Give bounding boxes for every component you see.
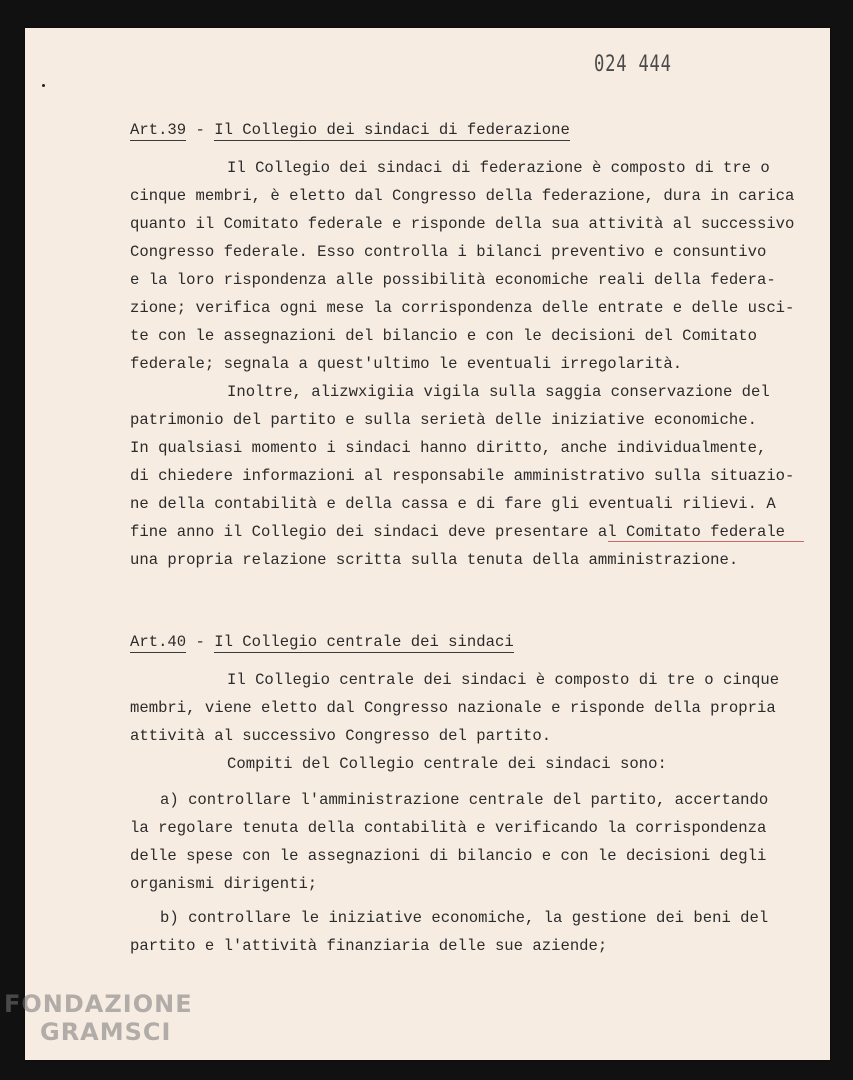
fondazione-gramsci-logo [4, 990, 193, 1046]
art39-line: zione; verifica ogni mese la corrispondenza delle entrate e delle usci- [130, 299, 795, 317]
art40-line: Il Collegio centrale dei sindaci è composto di tre o cinque [227, 671, 780, 689]
art40-line: organismi dirigenti; [130, 875, 318, 893]
archive-number-stamp: 024 444 [594, 52, 672, 77]
art40-item-line: b) controllare le iniziative economiche, la gestione dei beni del [160, 909, 769, 927]
art40-line: attività al successivo Congresso del partito. [130, 727, 552, 745]
art39-line: cinque membri, è eletto dal Congresso della federazione, dura in carica [130, 187, 795, 205]
art40-title: Il Collegio centrale dei sindaci [214, 633, 514, 651]
art40-line: Compiti del Collegio centrale dei sindaci sono: [227, 755, 667, 773]
art39-line: Il Collegio dei sindaci di federazione è composto di tre o [227, 159, 770, 177]
art39-line: In qualsiasi momento i sindaci hanno diritto, anche individualmente, [130, 439, 767, 457]
art39-title: Il Collegio dei sindaci di federazione [214, 121, 570, 139]
art40-dash: - [186, 633, 215, 651]
art40-line: delle spese con le assegnazioni di bilancio e con le decisioni degli [130, 847, 767, 865]
art40-line: la regolare tenuta della contabilità e verificando la corrispondenza [130, 819, 767, 837]
art39-line: Congresso federale. Esso controlla i bilanci preventivo e consuntivo [130, 243, 767, 261]
art39-line: Inoltre, alizwxigiia vigila sulla saggia conservazione del [227, 383, 770, 401]
art39-line: fine anno il Collegio dei sindaci deve presentare al Comitato federale [130, 523, 786, 541]
art39-line: e la loro rispondenza alle possibilità economiche reali della federa- [130, 271, 776, 289]
art39-line: quanto il Comitato federale e risponde della sua attività al successivo [130, 215, 795, 233]
ink-mark [42, 84, 45, 87]
art39-line: di chiedere informazioni al responsabile amministrativo sulla situazio- [130, 467, 795, 485]
art39-line: ne della contabilità e della cassa e di fare gli eventuali rilievi. A [130, 495, 776, 513]
art40-number: Art.40 [130, 633, 187, 651]
red-underline-mark [608, 541, 804, 542]
art39-line: una propria relazione scritta sulla tenuta della amministrazione. [130, 551, 739, 569]
logo-line-2: GRAMSCI [40, 1018, 172, 1046]
art39-line: te con le assegnazioni del bilancio e con le decisioni del Comitato [130, 327, 757, 345]
art40-line: membri, viene eletto dal Congresso nazionale e risponde della propria [130, 699, 776, 717]
art39-line: federale; segnala a quest'ultimo le eventuali irregolarità. [130, 355, 683, 373]
art40-item-line: a) controllare l'amministrazione centrale del partito, accertando [160, 791, 769, 809]
document-page [25, 28, 830, 1060]
art40-line: partito e l'attività finanziaria delle sue aziende; [130, 937, 608, 955]
art40-heading [130, 632, 514, 652]
art39-heading [130, 120, 570, 140]
art39-number: Art.39 [130, 121, 187, 139]
art39-line: patrimonio del partito e sulla serietà delle iniziative economiche. [130, 411, 757, 429]
logo-line-1: FONDAZIONE [4, 990, 193, 1018]
art39-dash: - [186, 121, 215, 139]
